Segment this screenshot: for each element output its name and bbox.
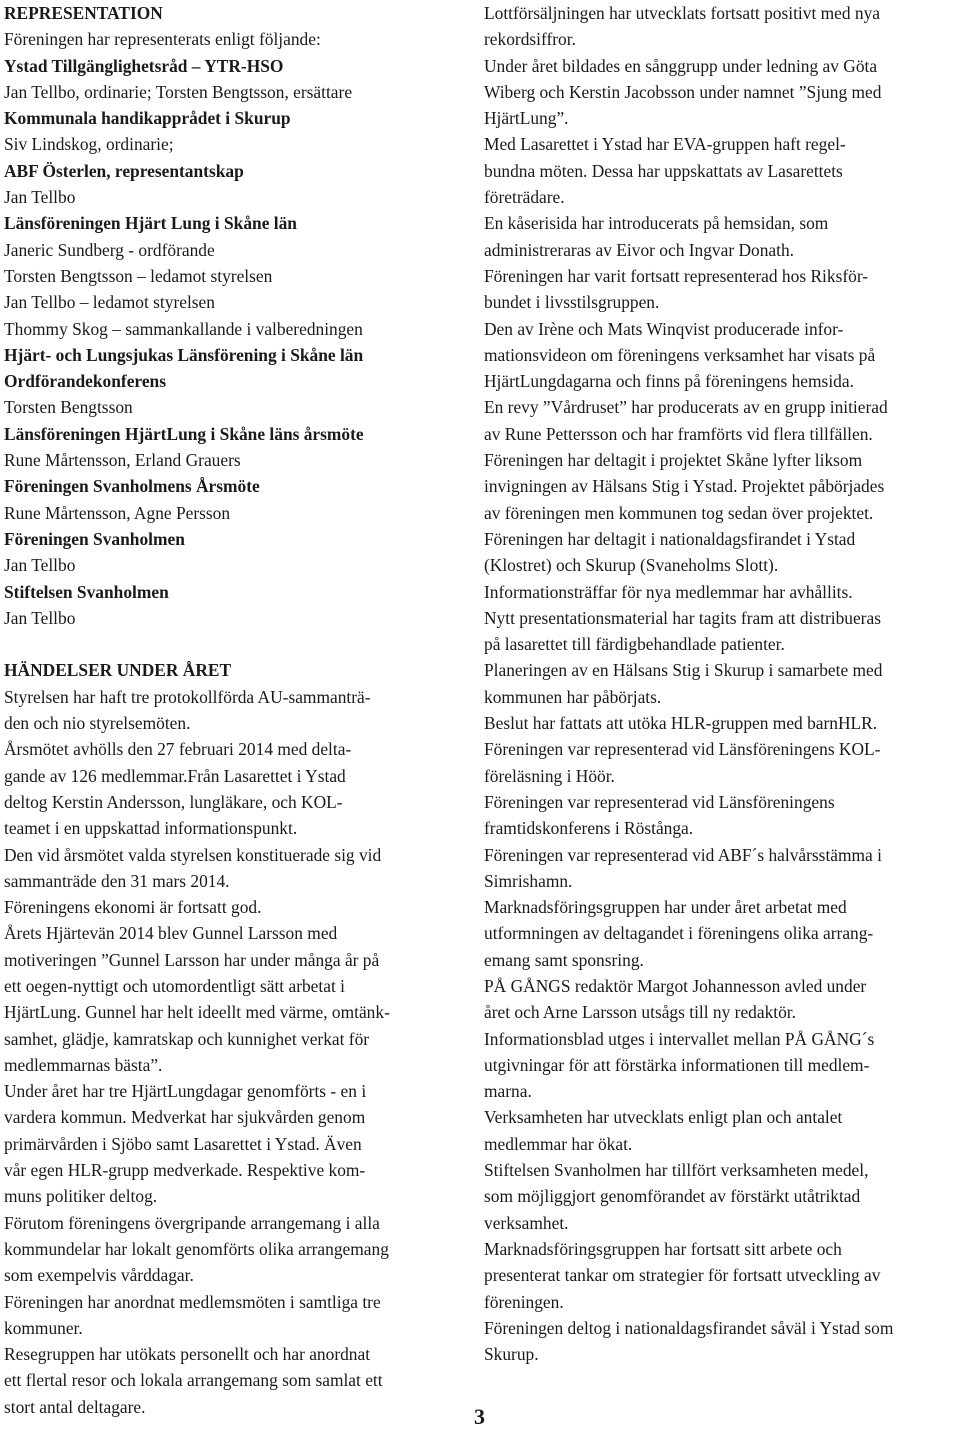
organization-name: Föreningen Svanholmen — [4, 528, 185, 549]
representative-line: Torsten Bengtsson — [4, 397, 133, 418]
text-line: Föreningen har deltagit i projektet Skåne lyfter liksom — [484, 450, 863, 471]
text-line: bundna möten. Dessa har uppskattats av Lasarettets — [484, 160, 843, 181]
text-line: utgivningar för att förstärka informationen till medlem- — [484, 1054, 870, 1075]
text-line: Föreningen var representerad vid Länsföreningens — [484, 791, 835, 812]
text-line: PÅ GÅNGS redaktör Margot Johannesson avled under — [484, 975, 867, 996]
text-line: Stiftelsen Svanholmen har tillfört verksamheten medel, — [484, 1160, 869, 1181]
text-line: vardera kommun. Medverkat har sjukvården genom — [4, 1107, 366, 1128]
text-line: HjärtLung. Gunnel har helt ideellt med värme, omtänk- — [4, 1002, 390, 1023]
organization-name: Hjärt- och Lungsjukas Länsförening i Skåne län — [4, 344, 364, 365]
text-line: rekordsiffror. — [484, 29, 576, 50]
text-line: stort antal deltagare. — [4, 1396, 146, 1417]
text-line: (Klostret) och Skurup (Svaneholms Slott). — [484, 555, 779, 576]
text-line: Förutom föreningens övergripande arrangemang i alla — [4, 1212, 380, 1233]
events-text — [4, 684, 454, 1420]
left-column — [4, 0, 454, 1420]
text-line: Lottförsäljningen har utvecklats fortsatt positivt med nya — [484, 3, 881, 23]
text-line: på lasarettet till färdigbehandlade patienter. — [484, 634, 785, 655]
text-line: gande av 126 medlemmar.Från Lasarettet i Ystad — [4, 765, 346, 786]
text-line: teamet i en uppskattad informationspunkt. — [4, 818, 298, 839]
text-line: ett flertal resor och lokala arrangemang som samlat ett — [4, 1370, 383, 1391]
representative-line: Thommy Skog – sammankallande i valberedningen — [4, 318, 363, 339]
text-line: Föreningen har deltagit i nationaldagsfirandet i Ystad — [484, 528, 856, 549]
text-line: verksamhet. — [484, 1212, 569, 1233]
text-line: medlemmar har ökat. — [484, 1133, 633, 1154]
text-line: Beslut har fattats att utöka HLR-gruppen med barnHLR. — [484, 713, 878, 734]
text-line: företrädare. — [484, 187, 565, 208]
text-line: Föreningen har anordnat medlemsmöten i samtliga tre — [4, 1291, 381, 1312]
text-line: deltog Kerstin Andersson, lungläkare, och KOL- — [4, 791, 343, 812]
representative-line: Rune Mårtensson, Erland Grauers — [4, 450, 241, 471]
text-line: utformningen av deltagandet i föreningens olika arrang- — [484, 923, 874, 944]
text-line: HjärtLung”. — [484, 108, 569, 129]
text-line: Verksamheten har utvecklats enligt plan och antalet — [484, 1107, 843, 1128]
text-line: medlemmarnas bästa”. — [4, 1054, 163, 1075]
section-spacer — [4, 631, 454, 657]
organization-name: Föreningen Svanholmens Årsmöte — [4, 476, 260, 497]
text-line: som exempelvis vårddagar. — [4, 1265, 194, 1286]
text-line: kommuner. — [4, 1317, 83, 1338]
text-line: administreraras av Eivor och Ingvar Donath. — [484, 239, 795, 260]
text-line: motiveringen ”Gunnel Larsson har under många år på — [4, 949, 380, 970]
text-line: emang samt sponsring. — [484, 949, 644, 970]
text-line: av Rune Pettersson och har framförts vid flera tillfällen. — [484, 423, 873, 444]
text-line: Med Lasarettet i Ystad har EVA-gruppen haft regel- — [484, 134, 846, 155]
text-line: ett oegen-nyttigt och utomordentligt sätt arbetat i — [4, 975, 345, 996]
text-line: Resegruppen har utökats personellt och har anordnat — [4, 1344, 371, 1365]
right-column — [484, 0, 954, 1367]
text-line: Föreningen var representerad vid ABF´s halvårsstämma i — [484, 844, 882, 865]
organization-name: Stiftelsen Svanholmen — [4, 581, 169, 602]
organization-name: Länsföreningen HjärtLung i Skåne läns årsmöte — [4, 423, 364, 444]
text-line: den och nio styrelsemöten. — [4, 713, 191, 734]
text-line: primärvården i Sjöbo samt Lasarettet i Ystad. Även — [4, 1133, 362, 1154]
text-line: bundet i livsstilsgruppen. — [484, 292, 660, 313]
text-line: föreläsning i Höör. — [484, 765, 615, 786]
text-line: samhet, glädje, kamratskap och kunnighet verkat för — [4, 1028, 370, 1049]
text-line: Den av Irène och Mats Winqvist producerade infor- — [484, 318, 844, 339]
organization-name: Kommunala handikapprådet i Skurup — [4, 108, 291, 129]
text-line: Föreningen var representerad vid Länsföreningens KOL- — [484, 739, 881, 760]
events-heading: HÄNDELSER UNDER ÅRET — [4, 660, 232, 681]
representative-line: Föreningen har representerats enligt följande: — [4, 29, 321, 50]
representative-line: Jan Tellbo – ledamot styrelsen — [4, 292, 215, 313]
text-line: Wiberg och Kerstin Jacobsson under namnet ”Sjung med — [484, 81, 882, 102]
text-line: Styrelsen har haft tre protokollförda AU-sammanträ- — [4, 686, 371, 707]
text-line: Skurup. — [484, 1344, 539, 1365]
text-line: Nytt presentationsmaterial har tagits fram att distribueras — [484, 607, 881, 628]
text-line: året och Arne Larsson utsågs till ny redaktör. — [484, 1002, 796, 1023]
text-line: Informationsträffar för nya medlemmar har avhållits. — [484, 581, 853, 602]
representative-line: Jan Tellbo — [4, 555, 76, 576]
representative-line: Jan Tellbo — [4, 607, 76, 628]
text-line: Simrishamn. — [484, 870, 573, 891]
text-line: mationsvideon om föreningens verksamhet har visats på — [484, 344, 876, 365]
organization-name: Ordförandekonferens — [4, 371, 166, 392]
text-line: föreningen. — [484, 1291, 564, 1312]
text-line: En kåserisida har introducerats på hemsidan, som — [484, 213, 829, 234]
text-line: framtidskonferens i Röstånga. — [484, 818, 694, 839]
text-line: muns politiker deltog. — [4, 1186, 158, 1207]
text-line: vår egen HLR-grupp medverkade. Respektive kom- — [4, 1160, 366, 1181]
text-line: Föreningen har varit fortsatt representerad hos Riksför- — [484, 265, 869, 286]
text-line: kommunen har påbörjats. — [484, 686, 662, 707]
organization-name: Ystad Tillgänglighetsråd – YTR-HSO — [4, 55, 284, 76]
text-line: Under året bildades en sånggrupp under ledning av Göta — [484, 55, 878, 76]
text-line: av föreningen men kommunen tog sedan över projektet. — [484, 502, 874, 523]
representative-line: Jan Tellbo, ordinarie; Torsten Bengtsson, ersättare — [4, 81, 353, 102]
text-line: Informationsblad utges i intervallet mellan PÅ GÅNG´s — [484, 1028, 875, 1049]
representation-heading: REPRESENTATION — [4, 3, 163, 23]
representative-line: Rune Mårtensson, Agne Persson — [4, 502, 231, 523]
text-line: Under året har tre HjärtLungdagar genomförts - en i — [4, 1081, 367, 1102]
text-line: Föreningen deltog i nationaldagsfirandet såväl i Ystad som — [484, 1317, 894, 1338]
text-line: som möjliggjort genomförandet av förstärkt utåtriktad — [484, 1186, 861, 1207]
text-line: HjärtLungdagarna och finns på föreningens hemsida. — [484, 371, 854, 392]
representation-list — [4, 26, 454, 631]
text-line: Den vid årsmötet valda styrelsen konstituerade sig vid — [4, 844, 382, 865]
right-column-text — [484, 0, 954, 1367]
text-line: sammanträde den 31 mars 2014. — [4, 870, 230, 891]
text-line: Marknadsföringsgruppen har fortsatt sitt arbete och — [484, 1238, 842, 1259]
text-line: kommundelar har lokalt genomförts olika arrangemang — [4, 1238, 389, 1259]
text-line: Planeringen av en Hälsans Stig i Skurup i samarbete med — [484, 660, 883, 681]
text-line: invigningen av Hälsans Stig i Ystad. Projektet påbörjades — [484, 476, 885, 497]
organization-name: ABF Österlen, representantskap — [4, 160, 244, 181]
text-line: Årsmötet avhölls den 27 februari 2014 med delta- — [4, 739, 352, 760]
representative-line: Janeric Sundberg - ordförande — [4, 239, 215, 260]
text-line: presenterat tankar om strategier för fortsatt utveckling av — [484, 1265, 881, 1286]
organization-name: Länsföreningen Hjärt Lung i Skåne län — [4, 213, 297, 234]
text-line: marna. — [484, 1081, 532, 1102]
representative-line: Jan Tellbo — [4, 187, 76, 208]
text-line: Marknadsföringsgruppen har under året arbetat med — [484, 897, 847, 918]
text-line: Föreningens ekonomi är fortsatt god. — [4, 897, 262, 918]
page-number: 3 — [474, 1404, 485, 1429]
representative-line: Torsten Bengtsson – ledamot styrelsen — [4, 265, 273, 286]
representative-line: Siv Lindskog, ordinarie; — [4, 134, 174, 155]
text-line: En revy ”Vårdruset” har producerats av en grupp initierad — [484, 397, 888, 418]
text-line: Årets Hjärtevän 2014 blev Gunnel Larsson med — [4, 923, 338, 944]
